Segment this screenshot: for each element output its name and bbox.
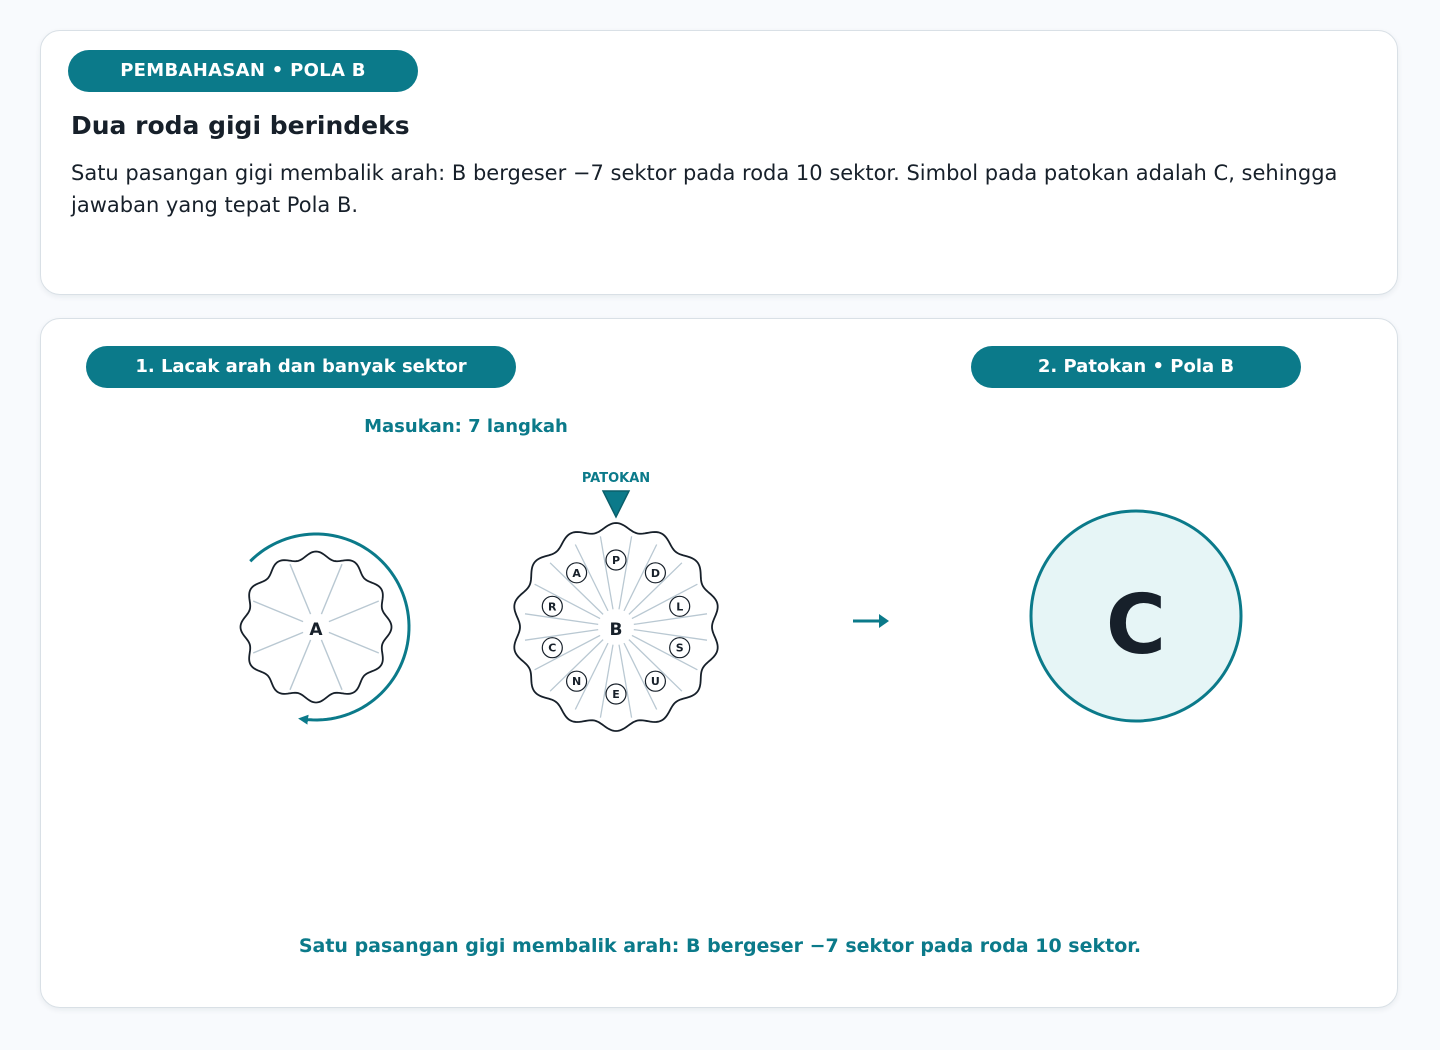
gear-b-spoke: [525, 614, 598, 625]
gear-b-symbol: S: [675, 641, 684, 655]
marker-label: PATOKAN: [581, 471, 651, 486]
gear-b-symbol: U: [650, 675, 660, 689]
gear-b-symbol: D: [650, 566, 660, 580]
gear-b-symbol: E: [612, 688, 620, 701]
gear-b-symbol: P: [611, 554, 621, 567]
gear-b-symbol: C: [548, 641, 557, 655]
gear-a-spoke: [253, 632, 303, 653]
gear-a-spoke: [329, 632, 379, 653]
result-symbol: C: [1105, 578, 1167, 673]
gear-a-spoke: [321, 564, 342, 614]
gear-diagram: [41, 319, 1399, 1009]
gear-b-symbol: N: [571, 675, 582, 689]
gear-a-spoke: [290, 564, 311, 614]
gear-a-spoke: [253, 601, 303, 622]
rotation-arrow-icon: [250, 534, 409, 720]
gear-b-spoke: [634, 614, 707, 625]
explanation-title: Dua roda gigi berindeks: [71, 111, 410, 140]
input-steps-label: Masukan: 7 langkah: [364, 416, 568, 437]
gear-b-spoke: [525, 630, 598, 641]
gear-a-spoke: [329, 601, 379, 622]
step-2-label: 2. Patokan • Pola B: [971, 346, 1301, 388]
gear-b-label: B: [609, 620, 623, 640]
diagram-card: [40, 318, 1398, 1008]
explanation-card: [40, 30, 1398, 295]
step-1-label: 1. Lacak arah dan banyak sektor: [86, 346, 516, 388]
transition-arrow-icon: [853, 614, 889, 628]
gear-a-spoke: [290, 640, 311, 690]
gear-a: [241, 552, 392, 703]
gear-b-symbol: R: [548, 600, 557, 614]
explanation-body: Satu pasangan gigi membalik arah: B bergeser −7 sektor pada roda 10 sektor. Simbol pada patokan adalah C, sehingga jawaban yang tepat Pola B.: [71, 161, 1338, 217]
gear-b-spoke: [634, 630, 707, 641]
gear-b-symbol: L: [676, 600, 684, 614]
explanation-badge: PEMBAHASAN • POLA B: [68, 50, 418, 92]
gear-a-spoke: [321, 640, 342, 690]
diagram-caption: Satu pasangan gigi membalik arah: B bergeser −7 sektor pada roda 10 sektor.: [298, 935, 1142, 957]
gear-b-symbol: A: [572, 566, 581, 580]
gear-b: [514, 523, 717, 731]
marker-pointer-icon: [603, 491, 629, 517]
gear-a-label: A: [309, 620, 323, 640]
